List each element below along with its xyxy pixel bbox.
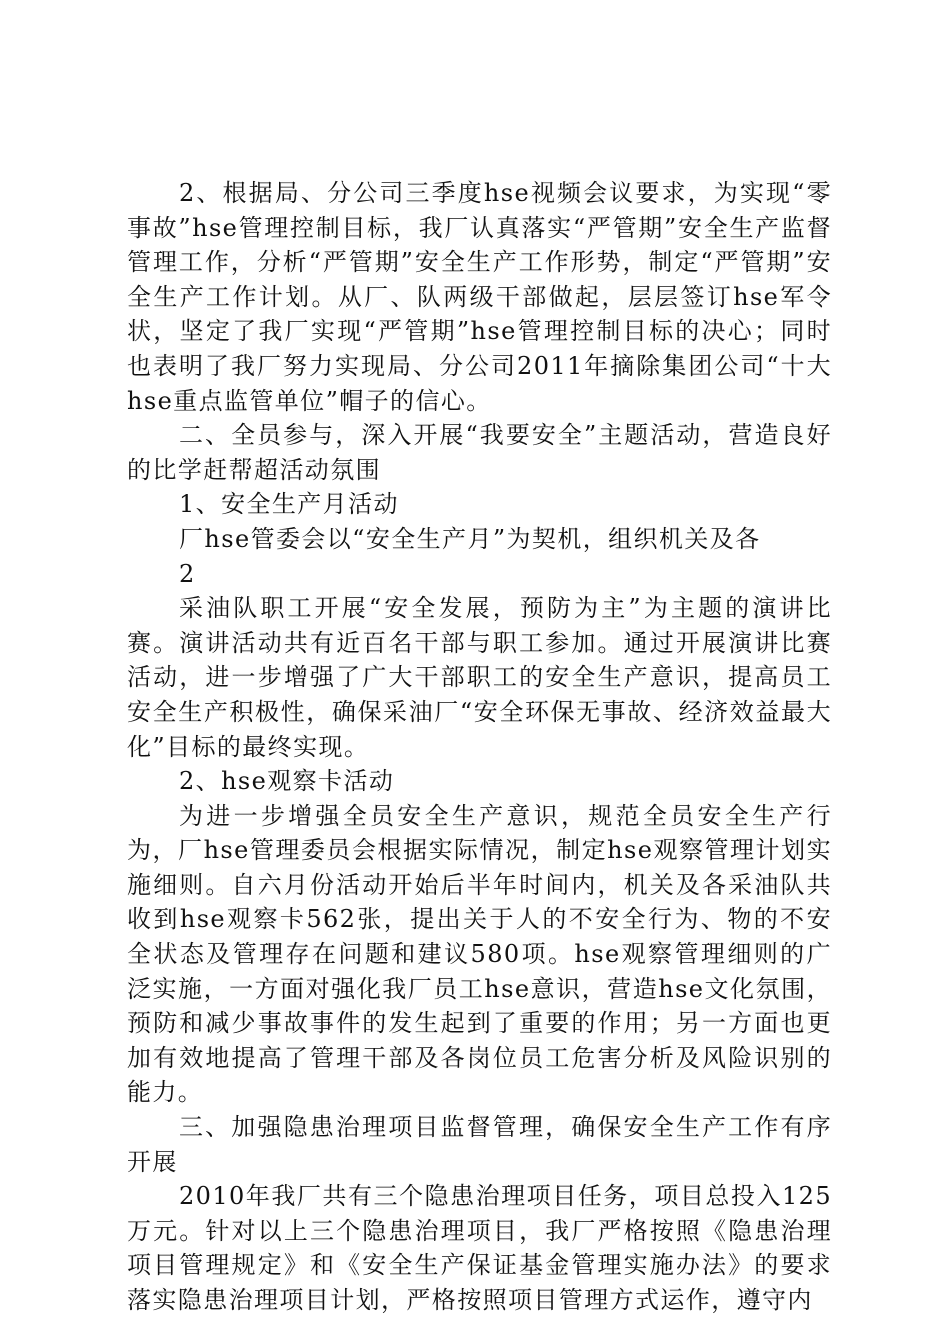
paragraph-speech-contest: 采油队职工开展“安全发展，预防为主”为主题的演讲比赛。演讲活动共有近百名干部与职工参加。通过开展演讲比赛活动，进一步增强了广大干部职工的安全生产意识，提高员工安全生产积极性，确保采油厂“安全环保无事故、经济效益最大化”目标的最终实现。 [127, 594, 832, 761]
page-number: 2 [179, 559, 196, 588]
paragraph-zero-accident-goal: 2、根据局、分公司三季度hse视频会议要求，为实现“零事故”hse管理控制目标，我厂认真落实“严管期”安全生产监督管理工作，分析“严管期”安全生产工作形势，制定“严管期”安全生产工作计划。从厂、队两级干部做起，层层签订hse军令状，坚定了我厂实现“严管期”hse管理控制目标的决心；同时也表明了我厂努力实现局、分公司2011年摘除集团公司“十大hse重点监管单位”帽子的信心。 [127, 179, 832, 415]
subheading-observation-card: 2、hse观察卡活动 [179, 767, 395, 796]
heading-section-three: 三、加强隐患治理项目监督管理，确保安全生产工作有序开展 [127, 1113, 832, 1176]
subheading-safety-month: 1、安全生产月活动 [179, 490, 399, 519]
paragraph-observation-card: 为进一步增强全员安全生产意识，规范全员安全生产行为，厂hse管理委员会根据实际情况，制定hse观察管理计划实施细则。自六月份活动开始后半年时间内，机关及各采油队共收到hse观察卡562张，提出关于人的不安全行为、物的不安全状态及管理存在问题和建议580项。hse观察管理细则的广泛实施，一方面对强化我厂员工hse意识，营造hse文化氛围，预防和减少事故事件的发生起到了重要的作用；另一方面也更加有效地提高了管理干部及各岗位员工危害分析及风险识别的能力。 [127, 801, 832, 1107]
paragraph-hazard-projects: 2010年我厂共有三个隐患治理项目任务，项目总投入125万元。针对以上三个隐患治理项目，我厂严格按照《隐患治理项目管理规定》和《安全生产保证基金管理实施办法》的要求落实隐患治理项目计划，严格按照项目管理方式运作，遵守内 [127, 1182, 832, 1314]
heading-section-two: 二、全员参与，深入开展“我要安全”主题活动，营造良好的比学赶帮超活动氛围 [127, 421, 832, 484]
document-body [127, 176, 832, 1318]
paragraph-safety-month-intro: 厂hse管委会以“安全生产月”为契机，组织机关及各 [179, 524, 761, 553]
